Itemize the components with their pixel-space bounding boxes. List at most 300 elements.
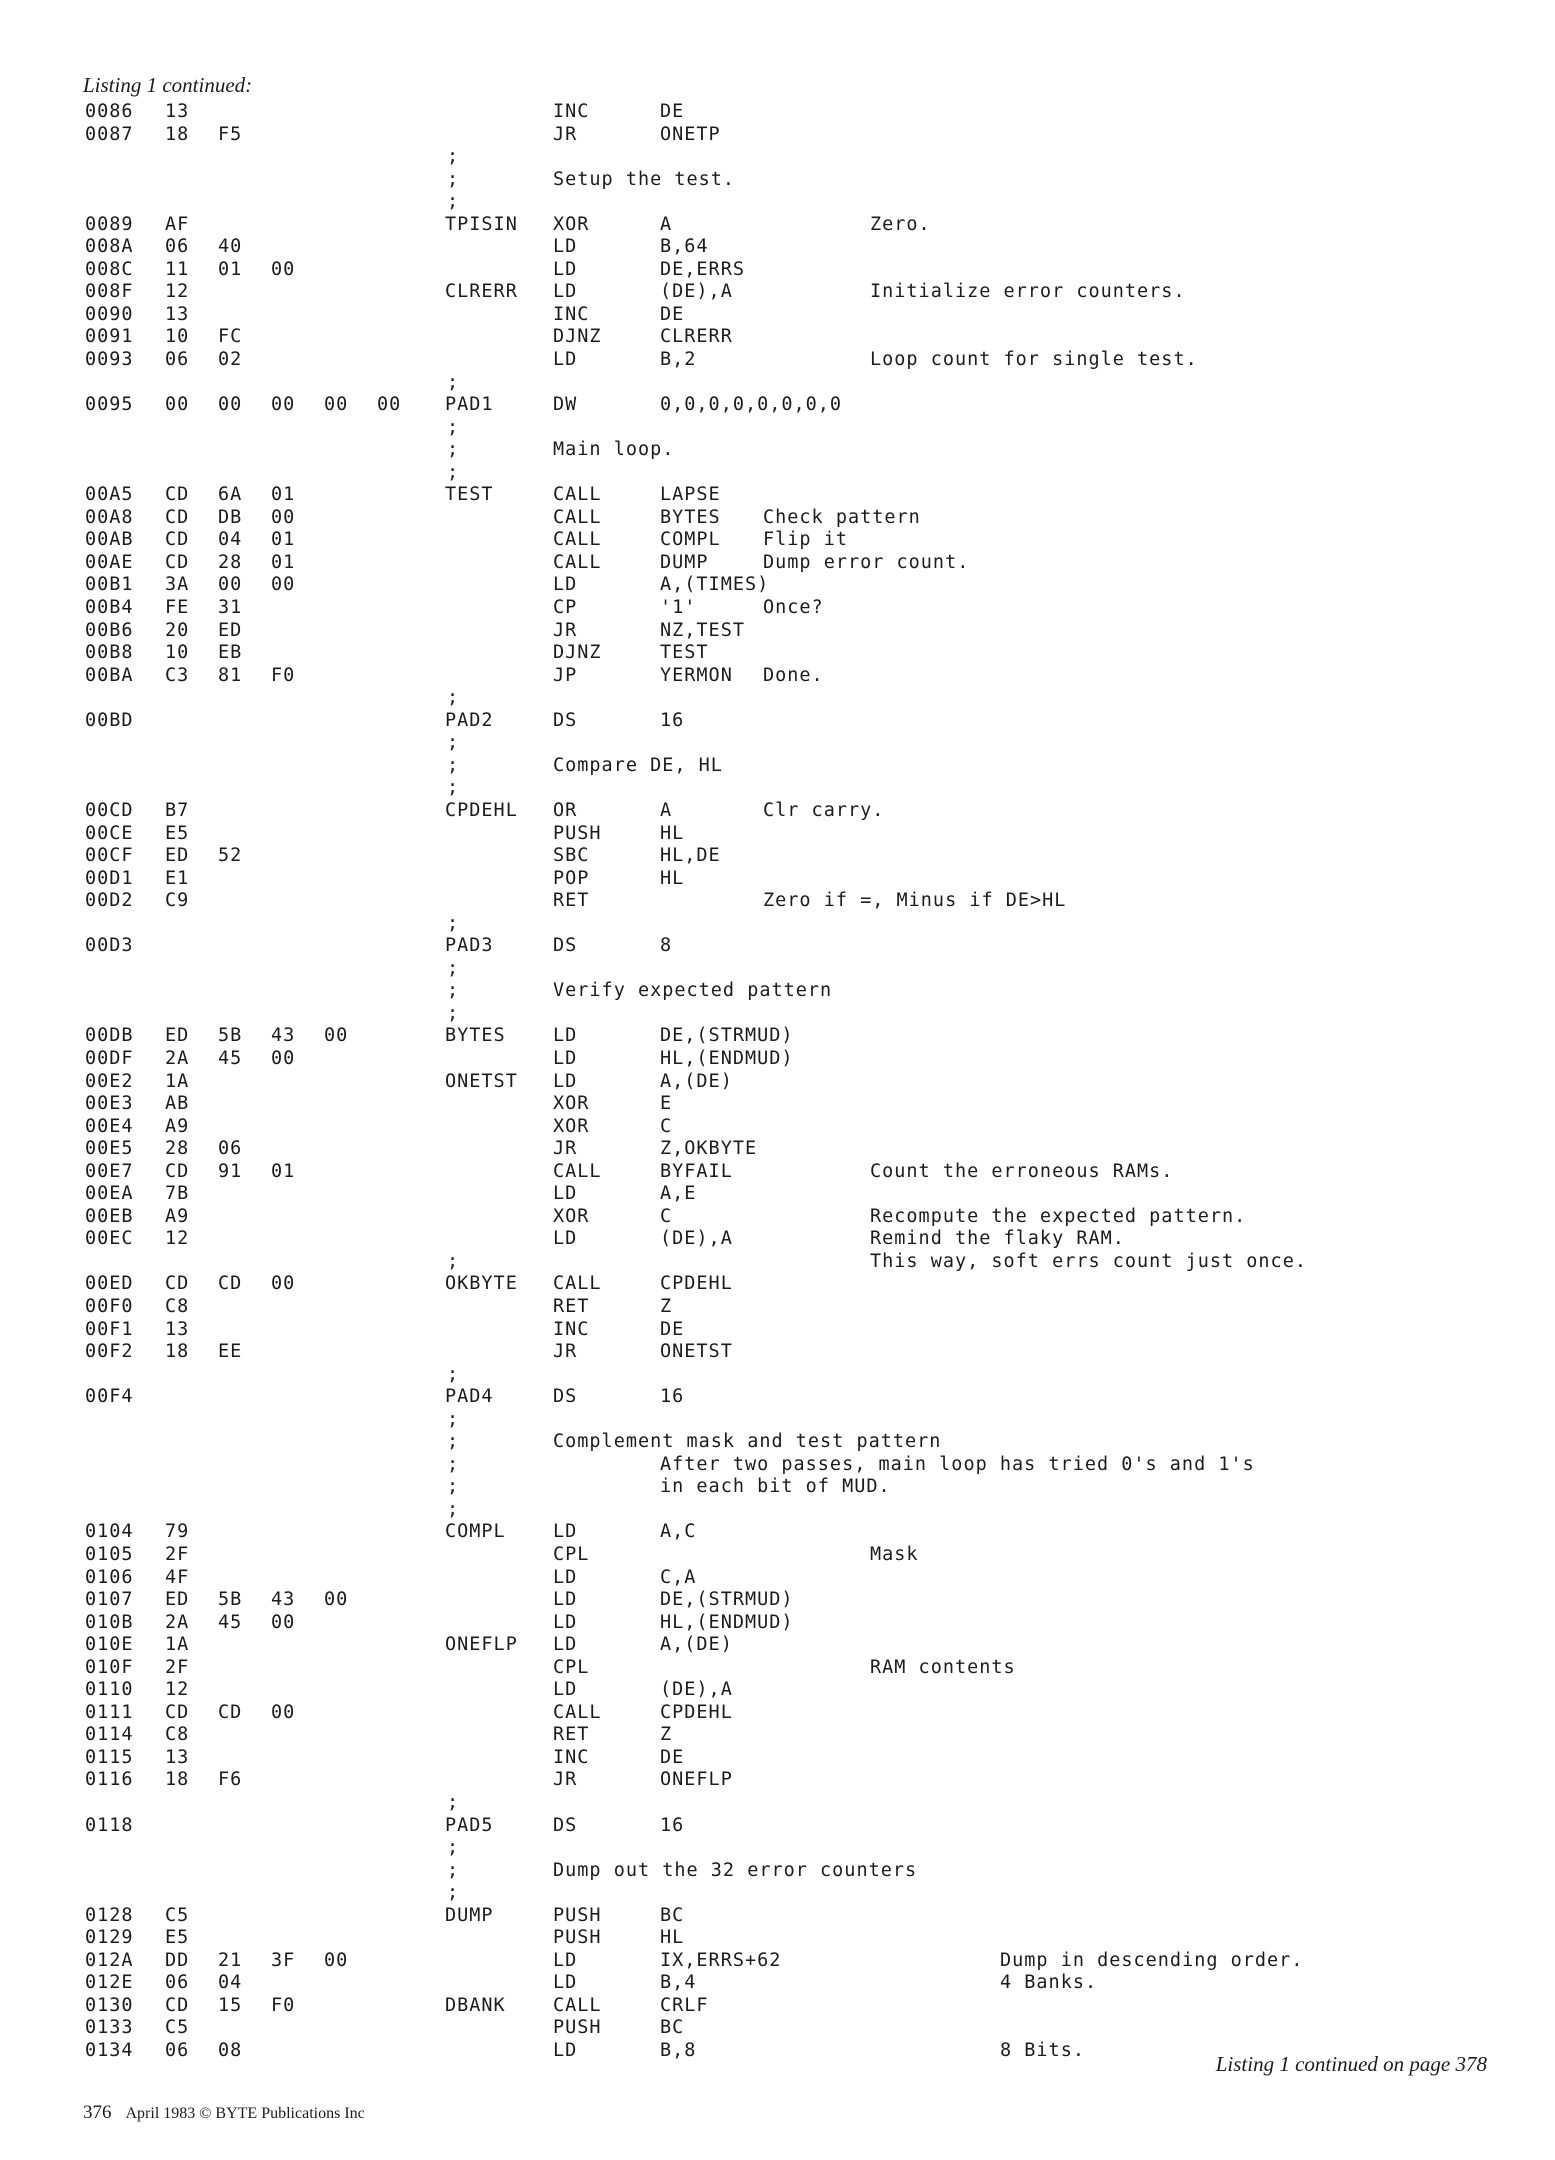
listing-line <box>0 823 1555 846</box>
listing-line <box>0 1093 1555 1116</box>
mnemonic: CALL <box>553 1994 602 2016</box>
opcode-byte: CD <box>165 529 190 551</box>
operand: BC <box>660 1904 685 1926</box>
opcode-byte: CD <box>165 1273 190 1295</box>
mnemonic: INC <box>553 101 590 122</box>
comment: Initialize error counters. <box>870 281 1186 303</box>
operand: A <box>660 799 673 821</box>
label: CLRERR <box>445 281 518 303</box>
opcode-byte: 00 <box>218 394 243 416</box>
opcode-byte: C5 <box>165 2017 190 2039</box>
opcode-byte: 06 <box>165 1972 190 1994</box>
opcode-byte: 2F <box>165 1656 190 1678</box>
comment-marker: ; <box>447 1453 460 1475</box>
listing-line <box>0 1161 1555 1184</box>
comment: Clr carry. <box>763 799 885 821</box>
comment-marker: ; <box>447 1250 460 1272</box>
opcode-byte: 2F <box>165 1544 190 1565</box>
listing-line <box>0 507 1555 530</box>
operand: A,(TIMES) <box>660 574 770 596</box>
address: 0134 <box>85 2040 134 2062</box>
opcode-byte: EB <box>218 642 243 664</box>
address: 0091 <box>85 326 134 348</box>
mnemonic: DS <box>553 1814 578 1836</box>
operand: TEST <box>660 642 709 664</box>
address: 00E3 <box>85 1093 134 1115</box>
opcode-byte: 40 <box>218 236 243 258</box>
comment: After two passes, main loop has tried 0's and 1's <box>660 1453 1255 1475</box>
operand: (DE),A <box>660 1679 733 1701</box>
operand: ONETP <box>660 123 721 145</box>
mnemonic: JR <box>553 123 578 145</box>
opcode-byte: AB <box>165 1093 190 1115</box>
mnemonic: LD <box>553 1025 578 1047</box>
address: 0133 <box>85 2017 134 2039</box>
opcode-byte: 00 <box>324 1025 349 1047</box>
operand: Z,OKBYTE <box>660 1138 758 1160</box>
address: 00F2 <box>85 1341 134 1363</box>
operand: B,64 <box>660 236 709 258</box>
opcode-byte: 00 <box>218 574 243 596</box>
operand: HL,(ENDMUD) <box>660 1047 794 1069</box>
section-comment: Compare DE, HL <box>553 754 723 776</box>
operand: Z <box>660 1295 673 1317</box>
listing-line <box>0 1815 1555 1838</box>
operand: Z <box>660 1724 673 1746</box>
listing-line <box>0 1634 1555 1657</box>
operand: 16 <box>660 1386 685 1408</box>
mnemonic: PUSH <box>553 1904 602 1926</box>
comment-marker: ; <box>447 980 460 1002</box>
address: 010F <box>85 1656 134 1678</box>
opcode-byte: 13 <box>165 101 190 122</box>
listing-line <box>0 259 1555 282</box>
mnemonic: RET <box>553 1295 590 1317</box>
listing-line <box>0 372 1555 395</box>
mnemonic: LD <box>553 236 578 258</box>
listing-line <box>0 304 1555 327</box>
operand: YERMON <box>660 664 733 686</box>
address: 008A <box>85 236 134 258</box>
listing-line <box>0 1183 1555 1206</box>
opcode-byte: C8 <box>165 1295 190 1317</box>
operand: DE,ERRS <box>660 258 745 280</box>
listing-line <box>0 1972 1555 1995</box>
listing-line <box>0 1905 1555 1928</box>
operand: B,2 <box>660 349 697 371</box>
section-comment: Main loop. <box>553 439 675 461</box>
comment: Mask <box>870 1544 919 1565</box>
listing-line <box>0 236 1555 259</box>
comment-marker: ; <box>447 732 460 754</box>
address: 00E4 <box>85 1115 134 1137</box>
label: PAD4 <box>445 1386 494 1408</box>
opcode-byte: 00 <box>271 1047 296 1069</box>
opcode-byte: 04 <box>218 529 243 551</box>
listing-line <box>0 958 1555 981</box>
operand: DE,(STRMUD) <box>660 1589 794 1611</box>
operand: HL <box>660 1927 685 1949</box>
mnemonic: CALL <box>553 529 602 551</box>
comment-marker: ; <box>447 1363 460 1385</box>
comment-marker: ; <box>447 146 460 168</box>
opcode-byte: 00 <box>324 1589 349 1611</box>
opcode-byte: ED <box>165 1025 190 1047</box>
comment: 8 Bits. <box>1000 2040 1085 2062</box>
opcode-byte: 7B <box>165 1183 190 1205</box>
operand: ONETST <box>660 1341 733 1363</box>
opcode-byte: 00 <box>271 394 296 416</box>
operand: C <box>660 1205 673 1227</box>
comment-marker: ; <box>447 1002 460 1024</box>
opcode-byte: 18 <box>165 1341 190 1363</box>
comment-marker: ; <box>447 439 460 461</box>
listing-line <box>0 1567 1555 1590</box>
label: BYTES <box>445 1025 506 1047</box>
opcode-byte: 12 <box>165 281 190 303</box>
operand: BYFAIL <box>660 1160 733 1182</box>
mnemonic: LD <box>553 1949 578 1971</box>
mnemonic: LD <box>553 1589 578 1611</box>
opcode-byte: 00 <box>271 1273 296 1295</box>
opcode-byte: 01 <box>271 551 296 573</box>
operand: (DE),A <box>660 1228 733 1250</box>
address: 00B4 <box>85 597 134 619</box>
continued-note: Listing 1 continued on page 378 <box>1215 2052 1487 2076</box>
operand: A,(DE) <box>660 1634 733 1656</box>
mnemonic: LD <box>553 281 578 303</box>
opcode-byte: 02 <box>218 349 243 371</box>
address: 00CF <box>85 845 134 867</box>
label: TPISIN <box>445 213 518 235</box>
comment: 4 Banks. <box>1000 1972 1098 1994</box>
mnemonic: LD <box>553 1183 578 1205</box>
mnemonic: DW <box>553 394 578 416</box>
listing-line <box>0 1860 1555 1883</box>
address: 00EB <box>85 1205 134 1227</box>
mnemonic: DJNZ <box>553 326 602 348</box>
listing-line <box>0 1882 1555 1905</box>
operand: 16 <box>660 1814 685 1836</box>
operand: HL,DE <box>660 845 721 867</box>
label: TEST <box>445 484 494 506</box>
address: 00A8 <box>85 506 134 528</box>
opcode-byte: 00 <box>271 1611 296 1633</box>
listing-line <box>0 2017 1555 2040</box>
listing-line <box>0 1025 1555 1048</box>
opcode-byte: 6A <box>218 484 243 506</box>
mnemonic: DS <box>553 935 578 957</box>
opcode-byte: 2A <box>165 1047 190 1069</box>
operand: A,E <box>660 1183 697 1205</box>
listing-line <box>0 1499 1555 1522</box>
comment-marker: ; <box>447 461 460 483</box>
comment: Loop count for single test. <box>870 349 1198 371</box>
operand: CRLF <box>660 1994 709 2016</box>
opcode-byte: 18 <box>165 1769 190 1791</box>
mnemonic: LD <box>553 574 578 596</box>
opcode-byte: E1 <box>165 867 190 889</box>
mnemonic: JR <box>553 1138 578 1160</box>
operand: CPDEHL <box>660 1273 733 1295</box>
opcode-byte: CD <box>218 1273 243 1295</box>
address: 0106 <box>85 1566 134 1588</box>
opcode-byte: 18 <box>165 123 190 145</box>
address: 00A5 <box>85 484 134 506</box>
label: PAD1 <box>445 394 494 416</box>
operand: '1' <box>660 597 697 619</box>
listing-line <box>0 1431 1555 1454</box>
mnemonic: CALL <box>553 506 602 528</box>
opcode-byte: 13 <box>165 1746 190 1768</box>
address: 00AE <box>85 551 134 573</box>
listing-line <box>0 1003 1555 1026</box>
operand: DE <box>660 303 685 325</box>
opcode-byte: 20 <box>165 619 190 641</box>
listing-line <box>0 800 1555 823</box>
address: 012E <box>85 1972 134 1994</box>
opcode-byte: 00 <box>165 394 190 416</box>
operand: BC <box>660 2017 685 2039</box>
opcode-byte: 12 <box>165 1679 190 1701</box>
listing-line <box>0 326 1555 349</box>
address: 0090 <box>85 303 134 325</box>
opcode-byte: 06 <box>218 1138 243 1160</box>
listing-line <box>0 529 1555 552</box>
mnemonic: CP <box>553 597 578 619</box>
listing-line <box>0 868 1555 891</box>
address: 0114 <box>85 1724 134 1746</box>
address: 0118 <box>85 1814 134 1836</box>
section-comment: Dump out the 32 error counters <box>553 1859 918 1881</box>
operand: B,8 <box>660 2040 697 2062</box>
listing-line <box>0 1409 1555 1432</box>
section-comment: Setup the test. <box>553 168 736 190</box>
address: 00D3 <box>85 935 134 957</box>
listing-line <box>0 1364 1555 1387</box>
listing-line <box>0 777 1555 800</box>
opcode-byte: 00 <box>271 258 296 280</box>
listing-line <box>0 1702 1555 1725</box>
opcode-byte: ED <box>165 1589 190 1611</box>
listing-line <box>0 169 1555 192</box>
listing-line <box>0 484 1555 507</box>
mnemonic: POP <box>553 867 590 889</box>
address: 00D2 <box>85 890 134 912</box>
opcode-byte: FE <box>165 597 190 619</box>
address: 00CD <box>85 799 134 821</box>
listing-line <box>0 1251 1555 1274</box>
address: 00EC <box>85 1228 134 1250</box>
opcode-byte: 04 <box>218 1972 243 1994</box>
listing-line <box>0 1679 1555 1702</box>
opcode-byte: 79 <box>165 1521 190 1543</box>
opcode-byte: CD <box>165 551 190 573</box>
listing-line <box>0 935 1555 958</box>
operand: E <box>660 1093 673 1115</box>
address: 00B6 <box>85 619 134 641</box>
opcode-byte: CD <box>165 484 190 506</box>
listing-line <box>0 620 1555 643</box>
listing-line <box>0 665 1555 688</box>
code-listing <box>0 101 1555 2063</box>
operand: 0,0,0,0,0,0,0,0 <box>660 394 843 416</box>
address: 00DF <box>85 1047 134 1069</box>
opcode-byte: CD <box>165 1701 190 1723</box>
listing-line <box>0 1228 1555 1251</box>
opcode-byte: 01 <box>271 1160 296 1182</box>
opcode-byte: CD <box>218 1701 243 1723</box>
mnemonic: DJNZ <box>553 642 602 664</box>
listing-line <box>0 417 1555 440</box>
address: 010B <box>85 1611 134 1633</box>
mnemonic: RET <box>553 1724 590 1746</box>
operand: DE,(STRMUD) <box>660 1025 794 1047</box>
listing-line <box>0 890 1555 913</box>
label: ONETST <box>445 1070 518 1092</box>
mnemonic: XOR <box>553 1115 590 1137</box>
listing-line <box>0 1927 1555 1950</box>
operand: C,A <box>660 1566 697 1588</box>
mnemonic: CALL <box>553 551 602 573</box>
opcode-byte: 31 <box>218 597 243 619</box>
opcode-byte: 43 <box>271 1025 296 1047</box>
opcode-byte: DB <box>218 506 243 528</box>
listing-line <box>0 101 1555 124</box>
operand: A,C <box>660 1521 697 1543</box>
listing-line <box>0 980 1555 1003</box>
opcode-byte: 06 <box>165 236 190 258</box>
opcode-byte: 4F <box>165 1566 190 1588</box>
opcode-byte: 10 <box>165 642 190 664</box>
mnemonic: CALL <box>553 1701 602 1723</box>
section-comment: Complement mask and test pattern <box>553 1431 942 1453</box>
comment-marker: ; <box>447 416 460 438</box>
opcode-byte: CD <box>165 506 190 528</box>
opcode-byte: 11 <box>165 258 190 280</box>
mnemonic: LD <box>553 258 578 280</box>
listing-line <box>0 574 1555 597</box>
address: 00B8 <box>85 642 134 664</box>
listing-line <box>0 1138 1555 1161</box>
address: 0089 <box>85 213 134 235</box>
listing-line <box>0 552 1555 575</box>
address: 008C <box>85 258 134 280</box>
listing-line <box>0 1476 1555 1499</box>
listing-line <box>0 1724 1555 1747</box>
mnemonic: XOR <box>553 1205 590 1227</box>
operand: IX,ERRS+62 <box>660 1949 782 1971</box>
address: 0095 <box>85 394 134 416</box>
comment: Count the erroneous RAMs. <box>870 1160 1174 1182</box>
operand: (DE),A <box>660 281 733 303</box>
opcode-byte: EE <box>218 1341 243 1363</box>
listing-line <box>0 1273 1555 1296</box>
listing-line <box>0 1792 1555 1815</box>
opcode-byte: A9 <box>165 1205 190 1227</box>
comment-marker: ; <box>447 191 460 213</box>
mnemonic: CALL <box>553 1273 602 1295</box>
listing-line <box>0 913 1555 936</box>
opcode-byte: 15 <box>218 1994 243 2016</box>
listing-line <box>0 462 1555 485</box>
mnemonic: JR <box>553 1769 578 1791</box>
opcode-byte: CD <box>165 1160 190 1182</box>
opcode-byte: FC <box>218 326 243 348</box>
mnemonic: LD <box>553 1634 578 1656</box>
address: 00F1 <box>85 1318 134 1340</box>
comment-marker: ; <box>447 1431 460 1453</box>
opcode-byte: CD <box>165 1994 190 2016</box>
operand: COMPL <box>660 529 721 551</box>
comment-marker: ; <box>447 1882 460 1904</box>
comment-marker: ; <box>447 687 460 709</box>
label: PAD2 <box>445 709 494 731</box>
opcode-byte: 13 <box>165 303 190 325</box>
opcode-byte: 1A <box>165 1634 190 1656</box>
opcode-byte: 28 <box>218 551 243 573</box>
comment-marker: ; <box>447 1408 460 1430</box>
comment-marker: ; <box>447 1476 460 1498</box>
operand: HL <box>660 822 685 844</box>
mnemonic: XOR <box>553 213 590 235</box>
operand: HL <box>660 867 685 889</box>
opcode-byte: ED <box>218 619 243 641</box>
opcode-byte: 21 <box>218 1949 243 1971</box>
listing-line <box>0 710 1555 733</box>
mnemonic: LD <box>553 1611 578 1633</box>
opcode-byte: 28 <box>165 1138 190 1160</box>
page-footer <box>83 2102 365 2124</box>
mnemonic: CALL <box>553 1160 602 1182</box>
address: 00D1 <box>85 867 134 889</box>
listing-line <box>0 1319 1555 1342</box>
comment-marker: ; <box>447 1859 460 1881</box>
operand: NZ,TEST <box>660 619 745 641</box>
opcode-byte: 00 <box>271 506 296 528</box>
listing-line <box>0 1386 1555 1409</box>
mnemonic: LD <box>553 1566 578 1588</box>
listing-line <box>0 439 1555 462</box>
opcode-byte: C5 <box>165 1904 190 1926</box>
address: 00DB <box>85 1025 134 1047</box>
opcode-byte: C9 <box>165 890 190 912</box>
listing-line <box>0 1521 1555 1544</box>
opcode-byte: 00 <box>324 394 349 416</box>
mnemonic: LD <box>553 1972 578 1994</box>
listing-line <box>0 1544 1555 1567</box>
opcode-byte: 91 <box>218 1160 243 1182</box>
comment-marker: ; <box>447 957 460 979</box>
opcode-byte: F6 <box>218 1769 243 1791</box>
listing-line <box>0 1950 1555 1973</box>
listing-line <box>0 597 1555 620</box>
label: PAD5 <box>445 1814 494 1836</box>
address: 0086 <box>85 101 134 122</box>
comment: This way, soft errs count just once. <box>870 1250 1307 1272</box>
opcode-byte: A9 <box>165 1115 190 1137</box>
comment: RAM contents <box>870 1656 1016 1678</box>
opcode-byte: 5B <box>218 1025 243 1047</box>
comment: Dump in descending order. <box>1000 1949 1304 1971</box>
mnemonic: INC <box>553 1746 590 1768</box>
comment-marker: ; <box>447 1837 460 1859</box>
operand: ONEFLP <box>660 1769 733 1791</box>
address: 00F0 <box>85 1295 134 1317</box>
address: 0115 <box>85 1746 134 1768</box>
label: COMPL <box>445 1521 506 1543</box>
opcode-byte: 5B <box>218 1589 243 1611</box>
